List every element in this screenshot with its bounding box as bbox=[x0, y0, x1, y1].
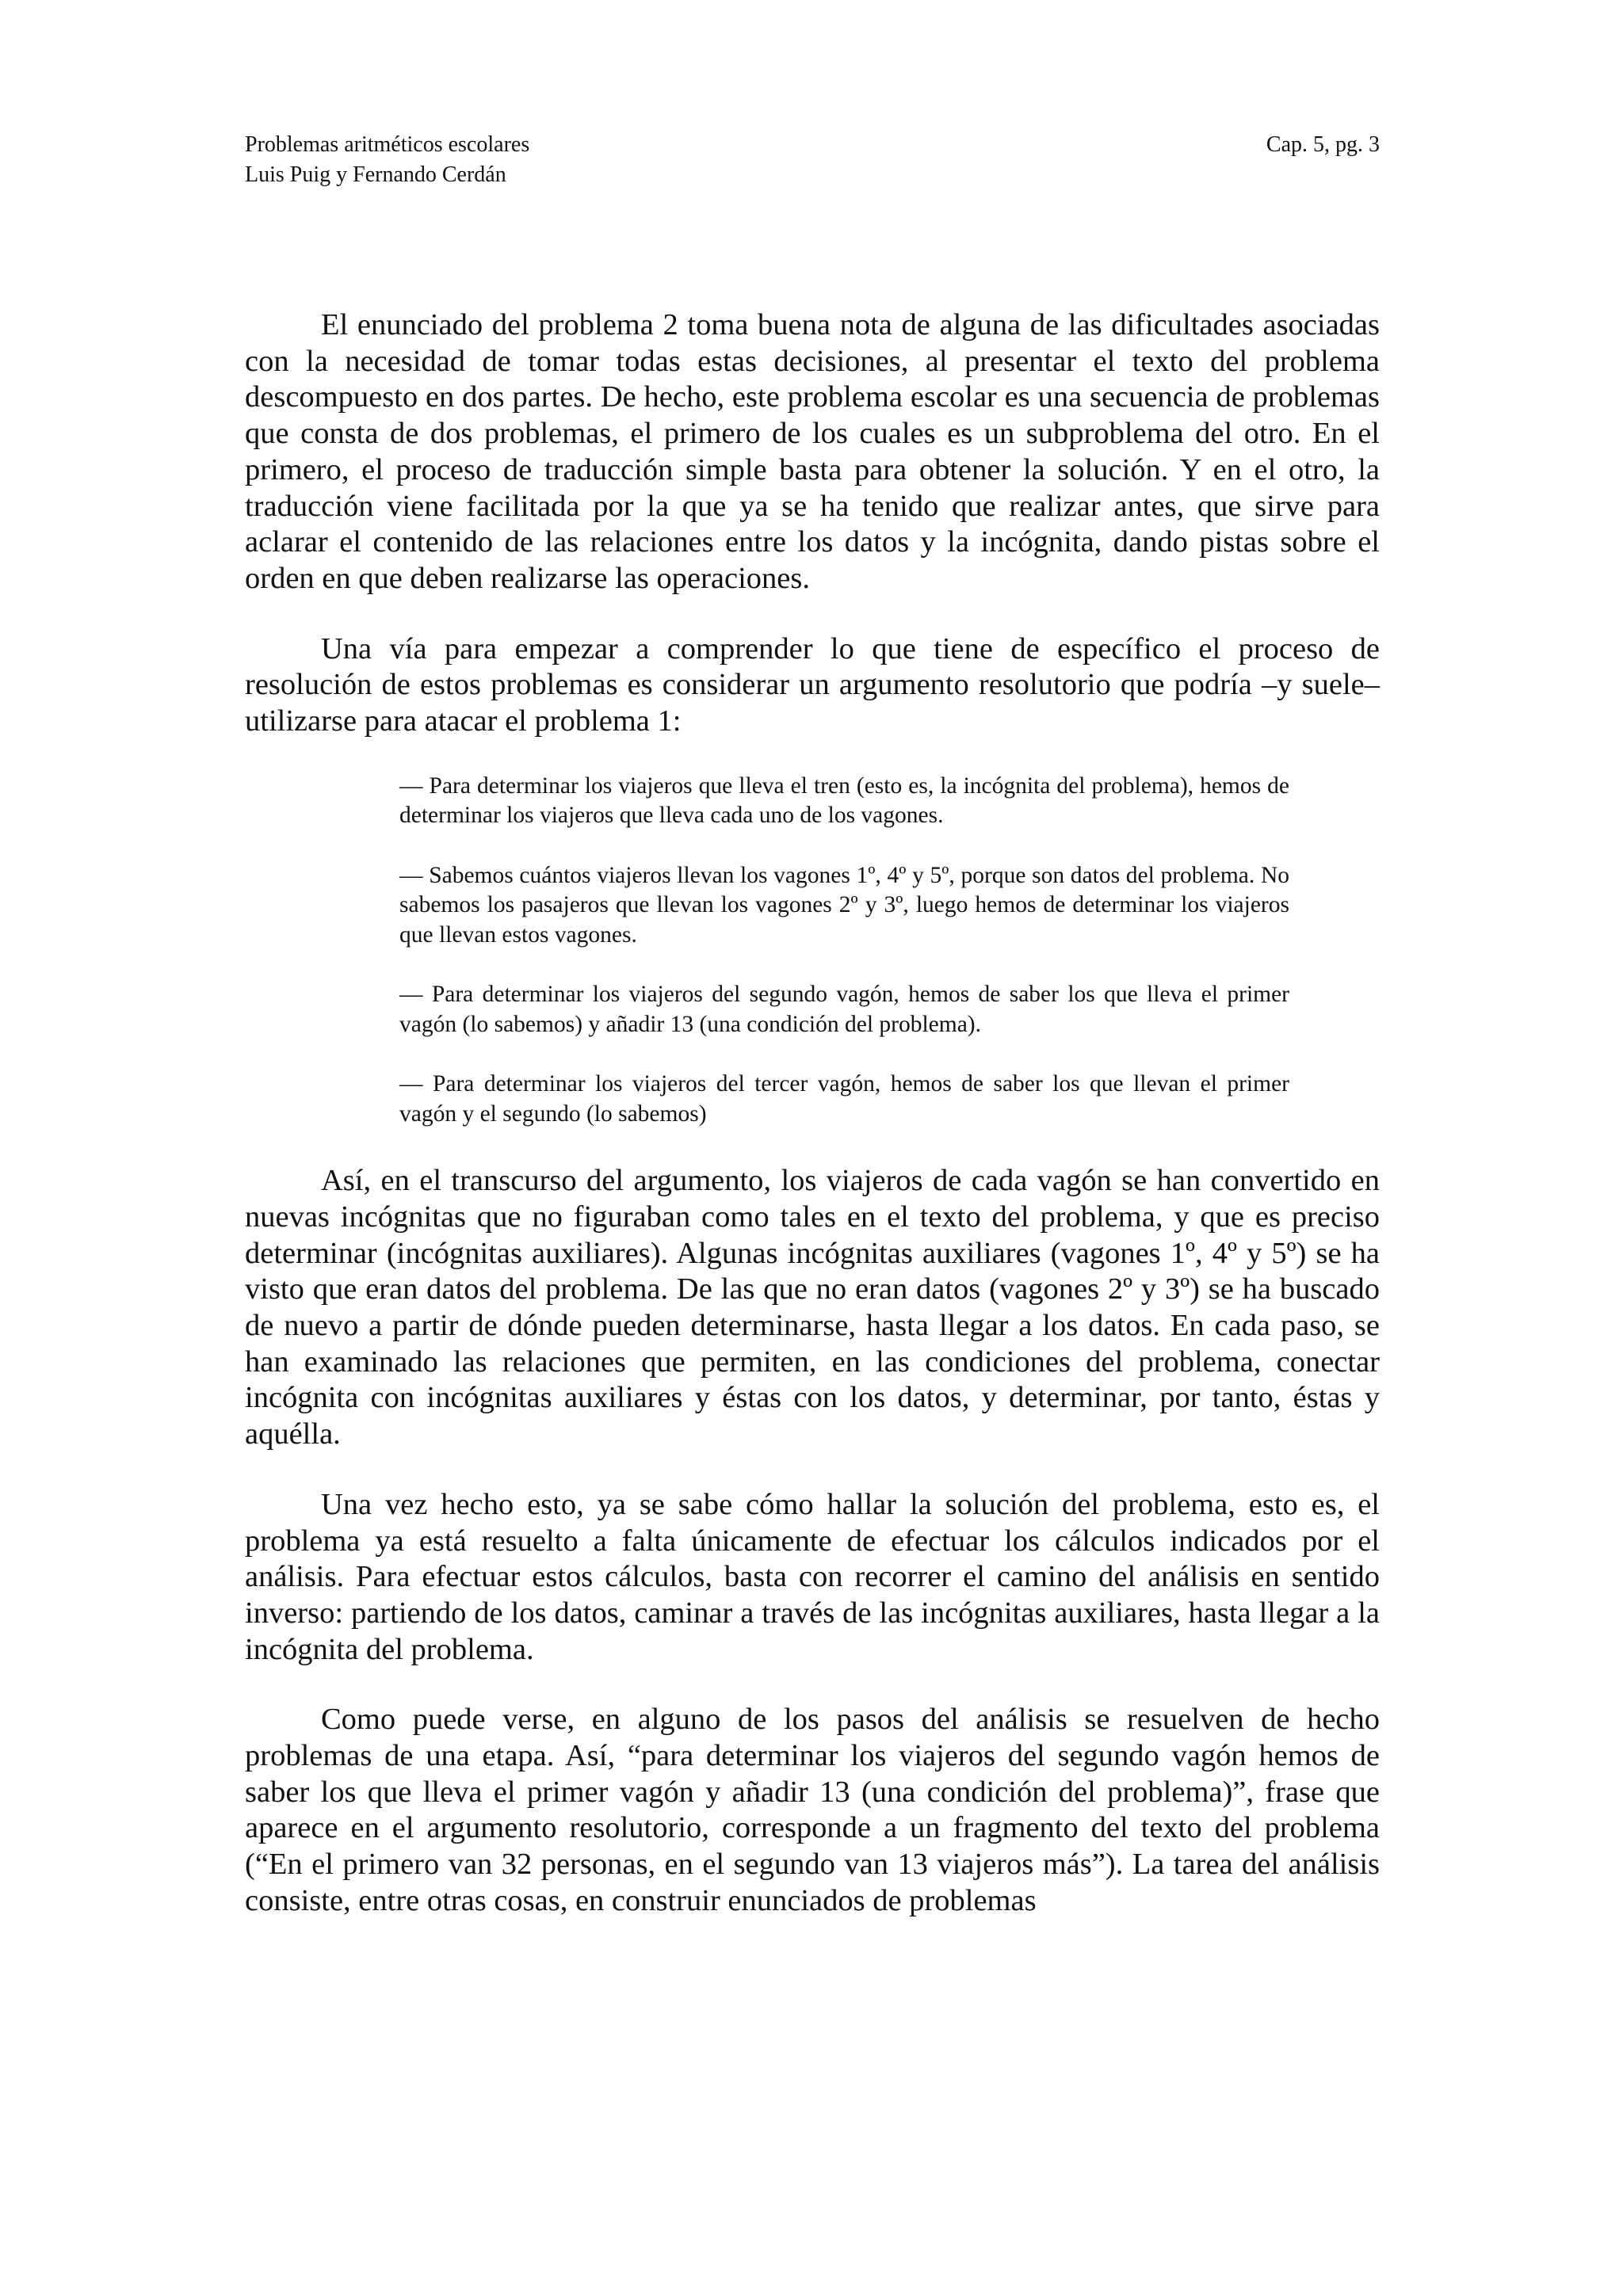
paragraph-4: Una vez hecho esto, ya se sabe cómo hallar la solución del problema, esto es, el problema ya está resuelto a falta únicamente de efectuar los cálculos indicados por el análisis. Para efectuar estos cálculos, basta con recorrer el camino del análisis en sentido inverso: partiendo de los datos, caminar a través de las incógnitas auxiliares, hasta llegar a la incógnita del problema. bbox=[245, 1487, 1380, 1666]
chapter-page-label: Cap. 5, pg. 3 bbox=[1266, 132, 1380, 157]
argument-step-3: — Para determinar los viajeros del segundo vagón, hemos de saber los que lleva el primer vagón (lo sabemos) y añadir 13 (una condición del problema). bbox=[399, 982, 1289, 1037]
argument-step-1: — Para determinar los viajeros que lleva el tren (esto es, la incógnita del problema), hemos de determinar los viajeros que lleva cada uno de los vagones. bbox=[399, 772, 1289, 829]
body-text bbox=[245, 307, 1380, 1920]
running-header-left bbox=[245, 130, 529, 190]
running-header-right bbox=[1266, 130, 1380, 160]
book-authors: Luis Puig y Fernando Cerdán bbox=[245, 162, 506, 187]
argument-quote-block bbox=[399, 772, 1289, 1130]
paragraph-1: El enunciado del problema 2 toma buena nota de alguna de las dificultades asociadas con la necesidad de tomar todas estas decisiones, al presentar el texto del problema descompuesto en dos partes. De hecho, este problema escolar es una secuencia de problemas que consta de dos problemas, el primero de los cuales es un subproblema del otro. En el primero, el proceso de traducción simple basta para obtener la solución. Y en el otro, la traducción viene facilitada por la que ya se ha tenido que realizar antes, que sirve para aclarar el contenido de las relaciones entre los datos y la incógnita, dando pistas sobre el orden en que deben realizarse las operaciones. bbox=[245, 308, 1380, 595]
paragraph-3: Así, en el transcurso del argumento, los viajeros de cada vagón se han convertido en nuevas incógnitas que no figuraban como tales en el texto del problema, y que es preciso determinar (incógnitas auxiliares). Algunas incógnitas auxiliares (vagones 1º, 4º y 5º) se ha visto que eran datos del problema. De las que no eran datos (vagones 2º y 3º) se ha buscado de nuevo a partir de dónde pueden determinarse, hasta llegar a los datos. En cada paso, se han examinado las relaciones que permiten, en las condiciones del problema, conectar incógnita con incógnitas auxiliares y éstas con los datos, y determinar, por tanto, éstas y aquélla. bbox=[245, 1164, 1380, 1451]
argument-step-2: — Sabemos cuántos viajeros llevan los vagones 1º, 4º y 5º, porque son datos del problema. No sabemos los pasajeros que llevan los vagones 2º y 3º, luego hemos de determinar los viajeros que llevan estos vagones. bbox=[399, 862, 1289, 948]
book-title: Problemas aritméticos escolares bbox=[245, 132, 530, 157]
paragraph-2: Una vía para empezar a comprender lo que tiene de específico el proceso de resolución de estos problemas es considerar un argumento resolutorio que podría –y suele– utilizarse para atacar el problema 1: bbox=[245, 631, 1380, 738]
paragraph-5: Como puede verse, en alguno de los pasos del análisis se resuelven de hecho problemas de una etapa. Así, “para determinar los viajeros del segundo vagón hemos de saber los que lleva el primer vagón y añadir 13 (una condición del problema)”, frase que aparece en el argumento resolutorio, corresponde a un fragmento del texto del problema (“En el primero van 32 personas, en el segundo van 13 viajeros más”). La tarea del análisis consiste, entre otras cosas, en construir enunciados de problemas bbox=[245, 1703, 1380, 1917]
argument-step-4: — Para determinar los viajeros del tercer vagón, hemos de saber los que llevan el primer vagón y el segundo (lo sabemos) bbox=[399, 1071, 1289, 1127]
